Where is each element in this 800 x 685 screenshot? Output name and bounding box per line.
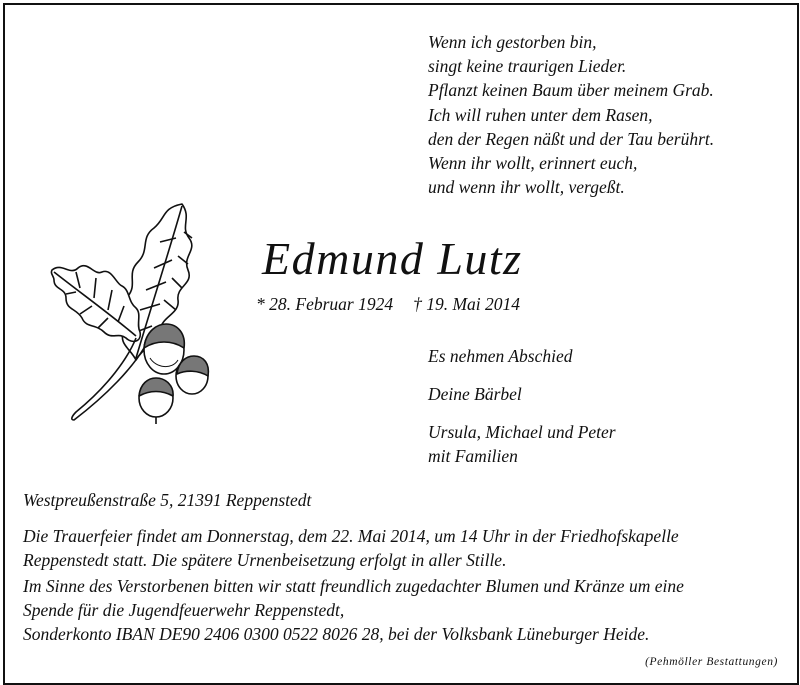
service-info <box>23 524 679 572</box>
donation-info <box>23 574 684 646</box>
donation-line: Sonderkonto IBAN DE90 2406 0300 0522 8026 28, bei der Volksbank Lüneburger Heide. <box>23 624 650 644</box>
donation-line: Im Sinne des Verstorbenen bitten wir statt freundlich zugedachter Blumen und Kränze um eine <box>23 576 684 596</box>
death-date: † 19. Mai 2014 <box>413 294 521 314</box>
acorn-icon <box>139 378 173 424</box>
poem-line: den der Regen näßt und der Tau berührt. <box>428 128 715 149</box>
donation-line: Spende für die Jugendfeuerwehr Reppenstedt, <box>23 600 345 620</box>
mourners <box>428 344 616 468</box>
funeral-home-credit: (Pehmöller Bestattungen) <box>645 656 778 668</box>
poem-line: Pflanzt keinen Baum über meinem Grab. <box>428 80 714 101</box>
poem-line: singt keine traurigen Lieder. <box>428 56 627 77</box>
poem-line: und wenn ihr wollt, vergeßt. <box>428 177 625 198</box>
service-line: Die Trauerfeier findet am Donnerstag, dem 22. Mai 2014, um 14 Uhr in der Friedhofskapelle <box>23 526 679 546</box>
poem-line: Wenn ich gestorben bin, <box>428 32 597 52</box>
mourner-families: mit Familien <box>428 446 518 466</box>
birth-date: * 28. Februar 1924 <box>256 294 394 314</box>
deceased-name: Edmund Lutz <box>262 233 523 284</box>
acorn-icon <box>176 356 208 394</box>
poem-line: Ich will ruhen unter dem Rasen, <box>428 104 653 125</box>
life-dates <box>256 294 520 315</box>
mourner-children: Ursula, Michael und Peter <box>428 422 616 442</box>
address: Westpreußenstraße 5, 21391 Reppenstedt <box>23 490 312 510</box>
mourner-spouse: Deine Bärbel <box>428 384 522 404</box>
poem <box>428 30 714 199</box>
oak-leaves-acorns-icon <box>32 198 217 428</box>
service-line: Reppenstedt statt. Die spätere Urnenbeisetzung erfolgt in aller Stille. <box>23 550 507 570</box>
mourners-intro: Es nehmen Abschied <box>428 346 573 366</box>
poem-line: Wenn ihr wollt, erinnert euch, <box>428 153 638 174</box>
